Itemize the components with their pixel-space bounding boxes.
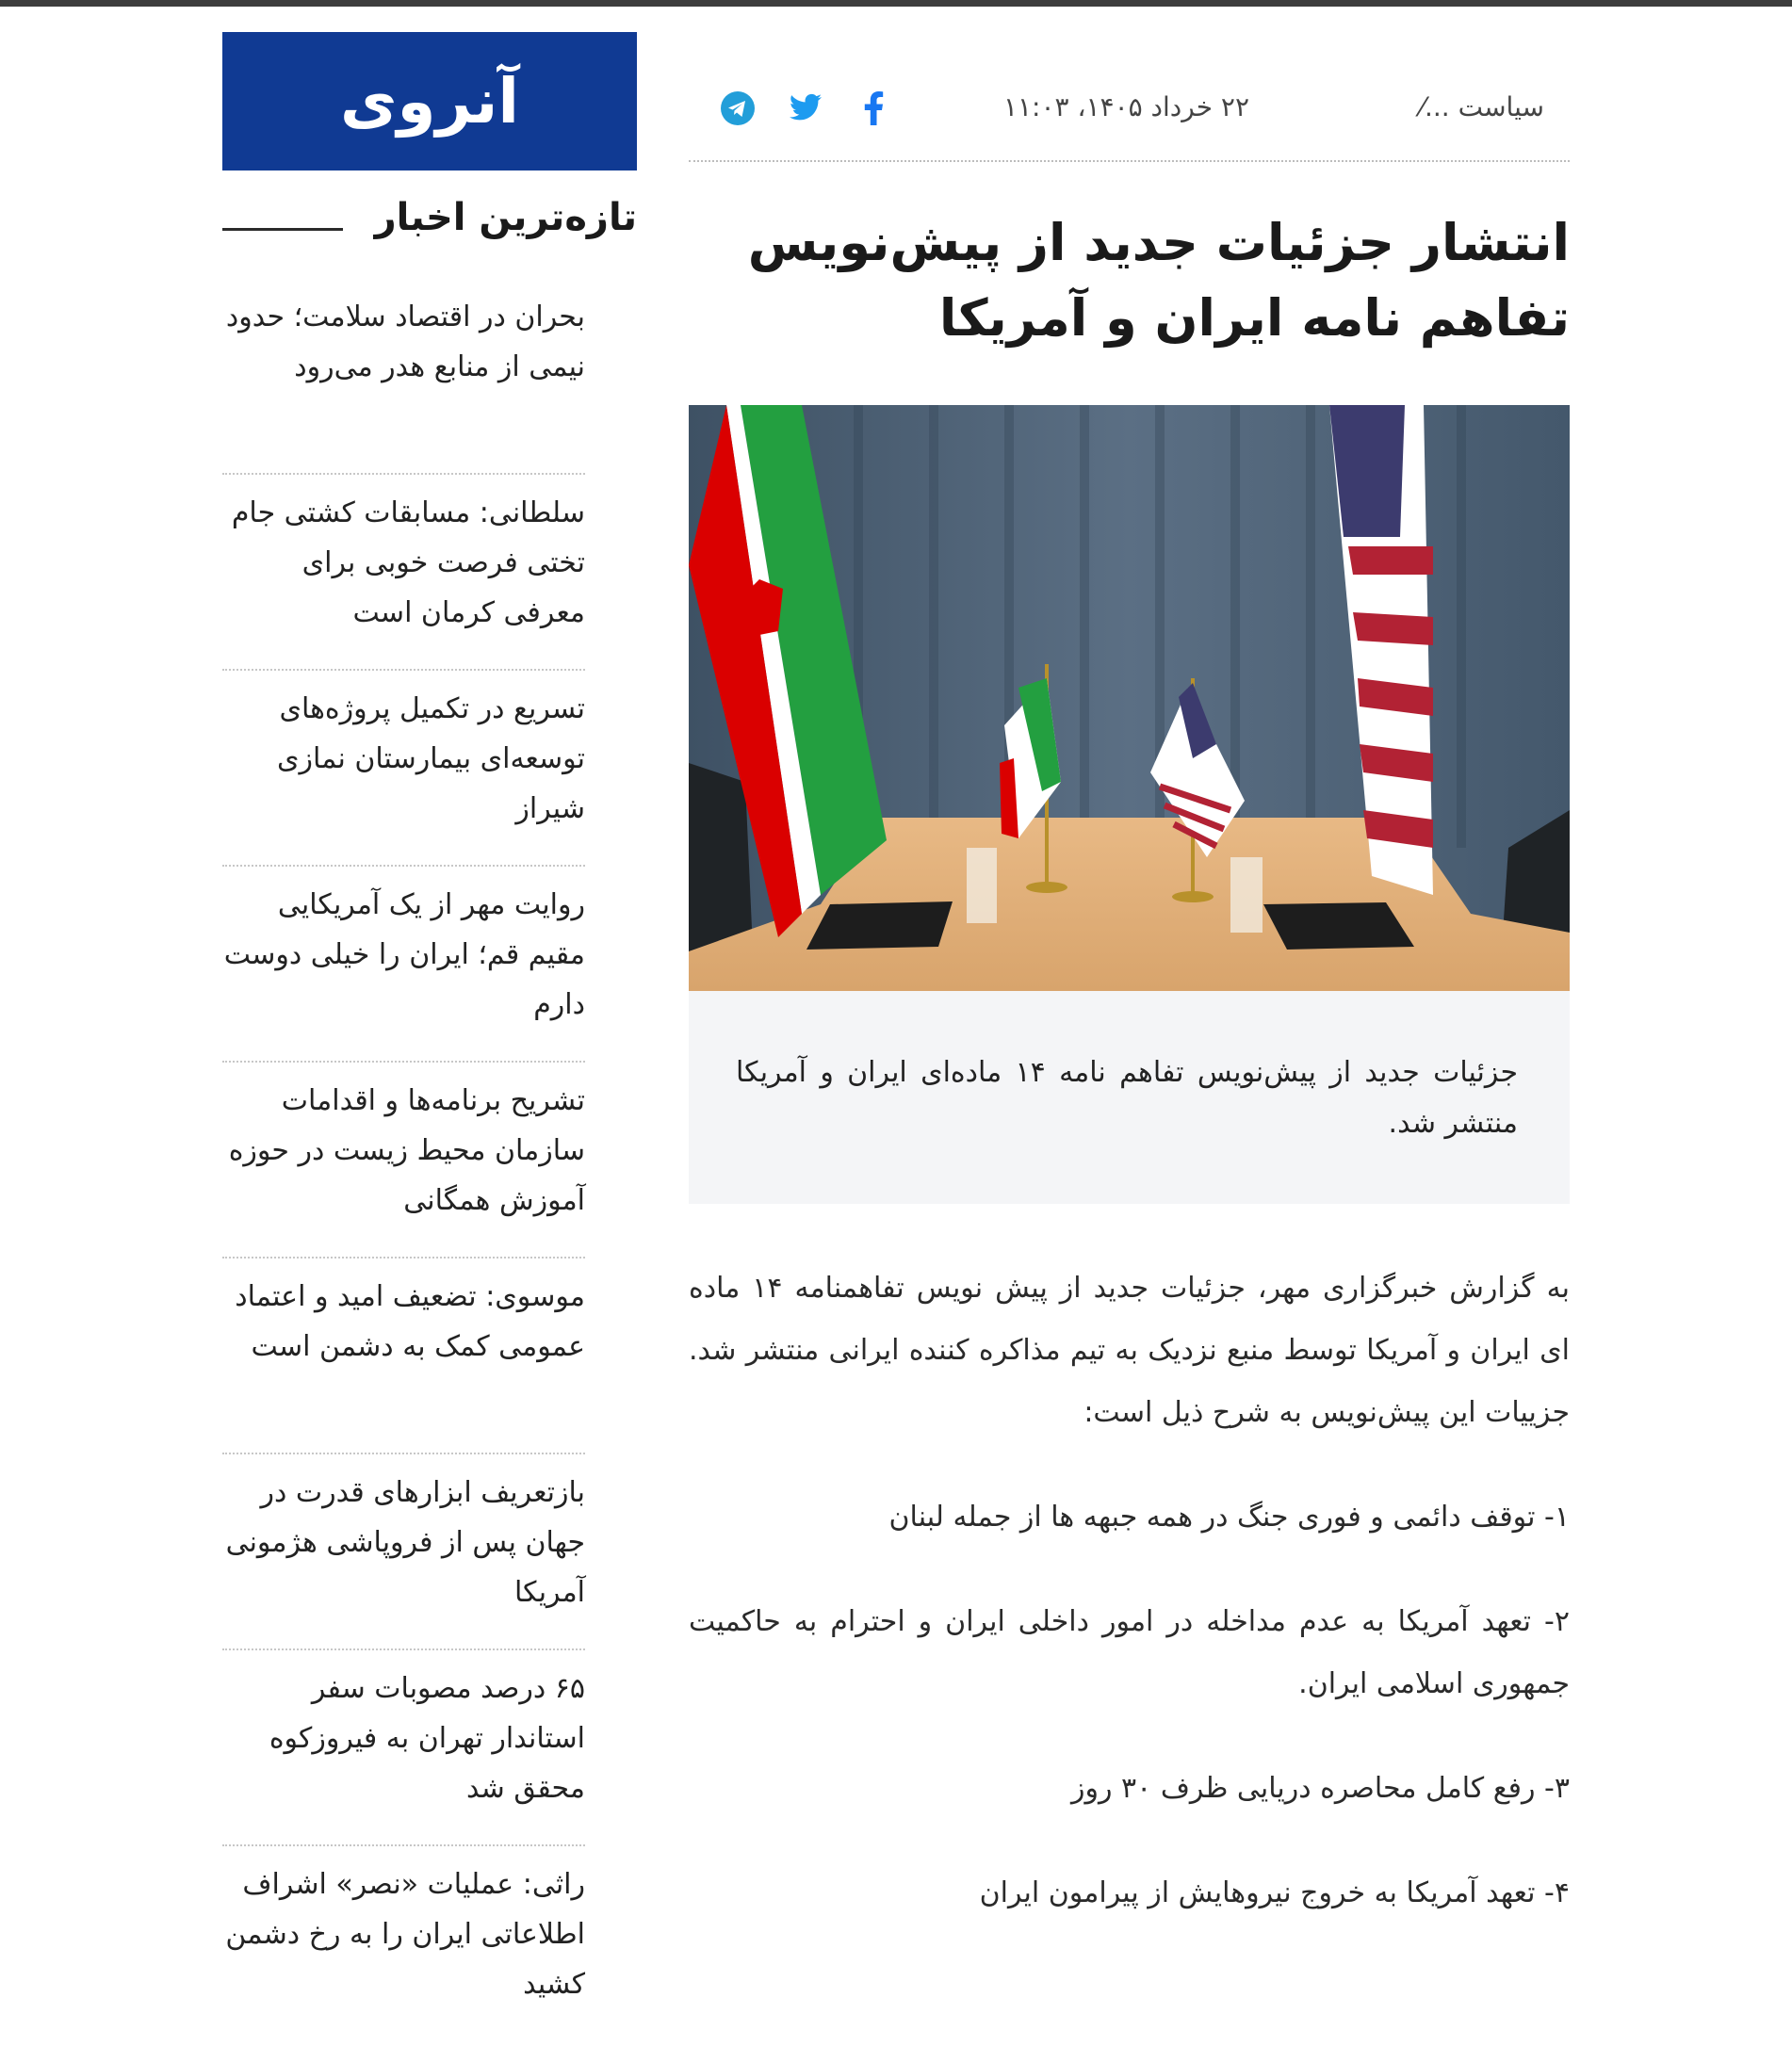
- news-link[interactable]: بحران در اقتصاد سلامت؛ حدود نیمی از منابع هدر می‌رود: [225, 300, 585, 383]
- list-item: [222, 1066, 585, 1258]
- article-paragraph: ۳- رفع کامل محاصره دریایی ظرف ۳۰ روز: [1071, 1772, 1570, 1805]
- site-logo[interactable]: [222, 32, 637, 170]
- list-item: [222, 283, 585, 475]
- list-item: [222, 674, 585, 867]
- news-link[interactable]: تشریح برنامه‌ها و اقدامات سازمان محیط زیست در حوزه آموزش همگانی: [228, 1084, 585, 1217]
- news-link[interactable]: سلطانی: مسابقات کشتی جام تختی فرصت خوبی برای معرفی کرمان است: [231, 496, 585, 629]
- news-link[interactable]: بازتعریف ابزارهای قدرت در جهان پس از فروپاشی هژمونی آمریکا: [225, 1476, 585, 1609]
- image-caption-box: [689, 991, 1570, 1204]
- facebook-icon[interactable]: [855, 89, 892, 127]
- latest-news-list: [222, 283, 585, 2046]
- image-caption: جزئیات جدید از پیش‌نویس تفاهم نامه ۱۴ ماده‌ای ایران و آمریکا منتشر شد.: [736, 1056, 1519, 1140]
- top-bar: [0, 0, 1792, 7]
- heading-divider: [222, 228, 343, 231]
- article-paragraph: ۲- تعهد آمریکا به عدم مداخله در امور داخلی ایران و احترام به حاکمیت جمهوری اسلامی ایران.: [689, 1605, 1570, 1700]
- article-title: انتشار جزئیات جدید از پیش‌نویس تفاهم نامه ایران و آمریکا: [747, 213, 1570, 348]
- list-item: [222, 479, 585, 671]
- breadcrumb[interactable]: سیاست ...⁄: [1420, 91, 1544, 122]
- news-link[interactable]: روایت مهر از یک آمریکایی مقیم قم؛ ایران را خیلی دوست دارم: [223, 888, 585, 1021]
- telegram-icon[interactable]: [719, 89, 757, 127]
- twitter-icon[interactable]: [787, 89, 824, 127]
- list-item: [222, 1458, 585, 1650]
- news-link[interactable]: تسریع در تکمیل پروژه‌های توسعه‌ای بیمارستان نمازی شیراز: [277, 692, 585, 825]
- list-item: [222, 1262, 585, 1454]
- article-paragraph: ۴- تعهد آمریکا به خروج نیروهایش از پیرامون ایران: [979, 1876, 1570, 1909]
- list-item: [222, 1850, 585, 2042]
- publish-date: ۲۲ خرداد ۱۴۰۵، ۱۱:۰۳: [1002, 91, 1249, 122]
- news-link[interactable]: ۶۵ درصد مصوبات سفر استاندار تهران به فیروزکوه محقق شد: [269, 1672, 585, 1805]
- article-body: [689, 1258, 1570, 1967]
- article-paragraph: ۱- توقف دائمی و فوری جنگ در همه جبهه ها از جمله لبنان: [888, 1501, 1570, 1534]
- news-link[interactable]: راثی: عملیات «نصر» اشراف اطلاعاتی ایران را به رخ دشمن کشید: [225, 1868, 585, 2001]
- logo-text: آنروی: [340, 65, 519, 138]
- latest-news-heading: تازه‌ترین اخبار: [374, 196, 637, 239]
- article-meta: [689, 80, 1570, 137]
- list-item: [222, 870, 585, 1063]
- social-share: [719, 89, 892, 127]
- meta-divider: [689, 160, 1570, 162]
- list-item: [222, 1654, 585, 1846]
- flags-photo: [689, 405, 1570, 991]
- article-paragraph: به گزارش خبرگزاری مهر، جزئیات جدید از پیش نویس تفاهمنامه ۱۴ ماده ای ایران و آمریکا توسط منبع نزدیک به تیم مذاکره کننده ایرانی منتشر شد. جزییات این پیش‌نویس به شرح ذیل است:: [689, 1272, 1571, 1429]
- article-image: [689, 405, 1570, 991]
- news-link[interactable]: موسوی: تضعیف امید و اعتماد عمومی کمک به دشمن است: [235, 1280, 585, 1363]
